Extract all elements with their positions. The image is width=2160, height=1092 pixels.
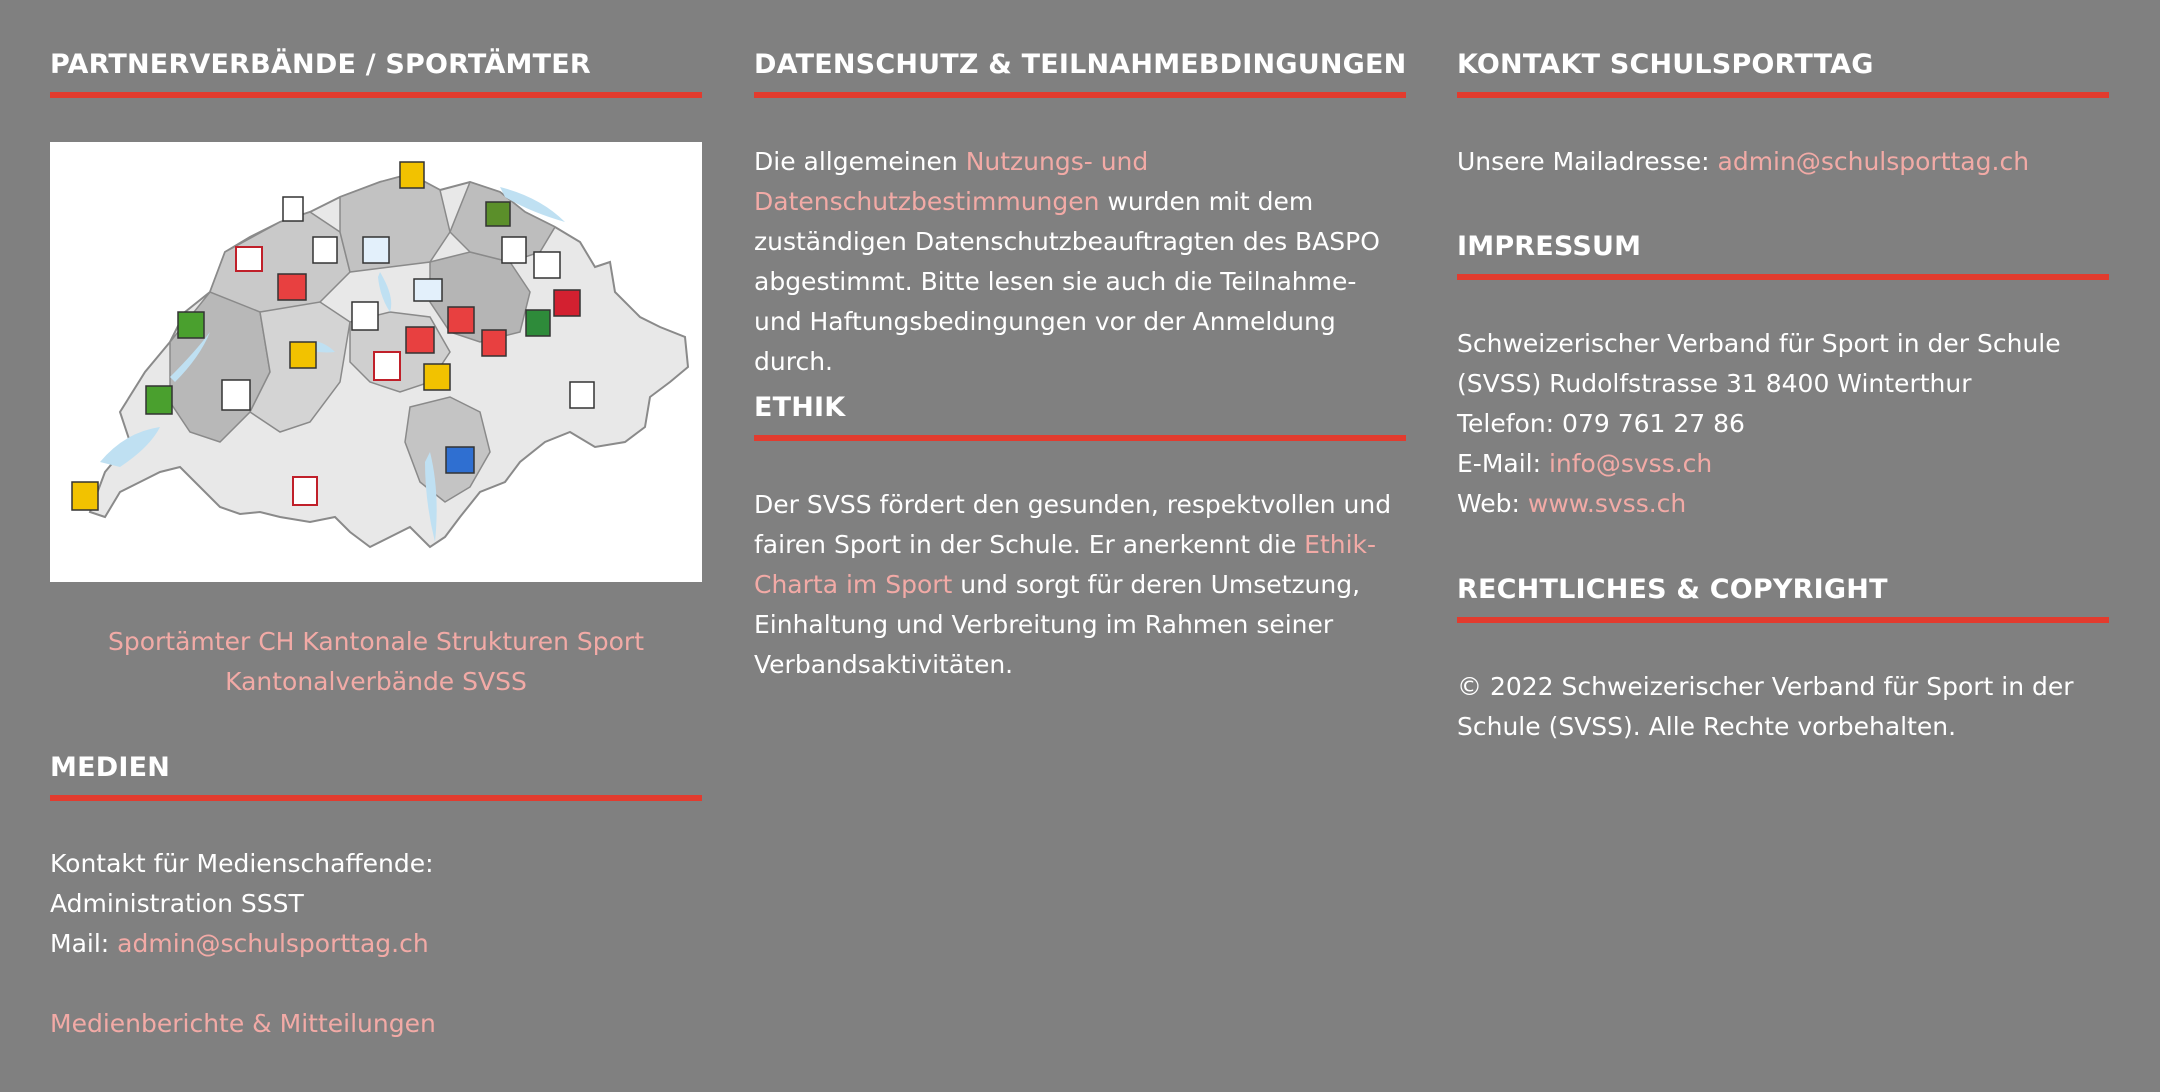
partner-links — [50, 622, 702, 702]
switzerland-map-image[interactable] — [50, 142, 702, 582]
impressum-email-label: E-Mail: — [1457, 449, 1549, 478]
kontakt-label: Unsere Mailadresse: — [1457, 147, 1718, 176]
medien-line-1: Kontakt für Medienschaffende: — [50, 849, 434, 878]
impressum-address: Schweizerischer Verband für Sport in der Schule (SVSS) Rudolfstrasse 31 8400 Winterthur — [1457, 329, 2061, 398]
nutzungsbestimmungen-link[interactable]: Nutzungs- und Datenschutzbestimmungen — [754, 147, 1149, 216]
medien-line-2: Administration SSST — [50, 889, 304, 918]
ethik-heading: ETHIK — [754, 394, 1406, 441]
kantonalverbaende-link[interactable]: Kantonalverbände SVSS — [225, 667, 527, 696]
rechtliches-text: © 2022 Schweizerischer Verband für Sport in der Schule (SVSS). Alle Rechte vorbehalten. — [1457, 672, 2074, 741]
partner-heading: PARTNERVERBÄNDE / SPORTÄMTER — [50, 51, 702, 98]
datenschutz-text — [754, 142, 1406, 382]
ethik-text-after: und sorgt für deren Umsetzung, Einhaltung und Verbreitung im Rahmen seiner Verbandsaktivitäten. — [754, 570, 1361, 679]
datenschutz-heading: DATENSCHUTZ & TEILNAHMEBDINGUNGEN — [754, 51, 1406, 98]
kontakt-mail-link[interactable]: admin@schulsporttag.ch — [1717, 147, 2030, 176]
impressum-content — [1457, 324, 2109, 524]
impressum-web-label: Web: — [1457, 489, 1528, 518]
impressum-email-link[interactable]: info@svss.ch — [1548, 449, 1713, 478]
ethik-text-before: Der SVSS fördert den gesunden, respektvollen und fairen Sport in der Schule. Er anerkennt die — [754, 490, 1392, 559]
impressum-web-link[interactable]: www.svss.ch — [1527, 489, 1687, 518]
kontakt-text — [1457, 142, 2109, 182]
datenschutz-text-after: wurden mit dem zuständigen Datenschutzbeauftragten des BASPO abgestimmt. Bitte lesen sie auch die Teilnahme- und Haftungsbedingungen vor der Anmeldung durch. — [754, 187, 1380, 376]
medien-mail-label: Mail: — [50, 929, 110, 958]
switzerland-map-icon — [50, 142, 702, 582]
rechtliches-heading: RECHTLICHES & COPYRIGHT — [1457, 576, 2109, 623]
impressum-email-row — [1457, 444, 2109, 484]
ethik-charta-link[interactable]: Ethik-Charta im Sport — [754, 530, 1377, 599]
medien-mail-link[interactable]: admin@schulsporttag.ch — [117, 929, 429, 958]
ethik-text — [754, 485, 1406, 685]
kantonale-strukturen-link[interactable]: Kantonale Strukturen Sport — [302, 627, 644, 656]
medien-mail-row — [50, 924, 702, 964]
medienberichte-link[interactable]: Medienberichte & Mitteilungen — [50, 1009, 436, 1038]
kontakt-heading: KONTAKT SCHULSPORTTAG — [1457, 51, 2109, 98]
datenschutz-text-before: Die allgemeinen — [754, 147, 966, 176]
impressum-web-row — [1457, 484, 2109, 524]
medien-heading: MEDIEN — [50, 754, 702, 801]
sportaemter-ch-link[interactable]: Sportämter CH — [108, 627, 295, 656]
medien-content — [50, 844, 702, 1044]
impressum-heading: IMPRESSUM — [1457, 233, 2109, 280]
impressum-phone: Telefon: 079 761 27 86 — [1457, 409, 1745, 438]
